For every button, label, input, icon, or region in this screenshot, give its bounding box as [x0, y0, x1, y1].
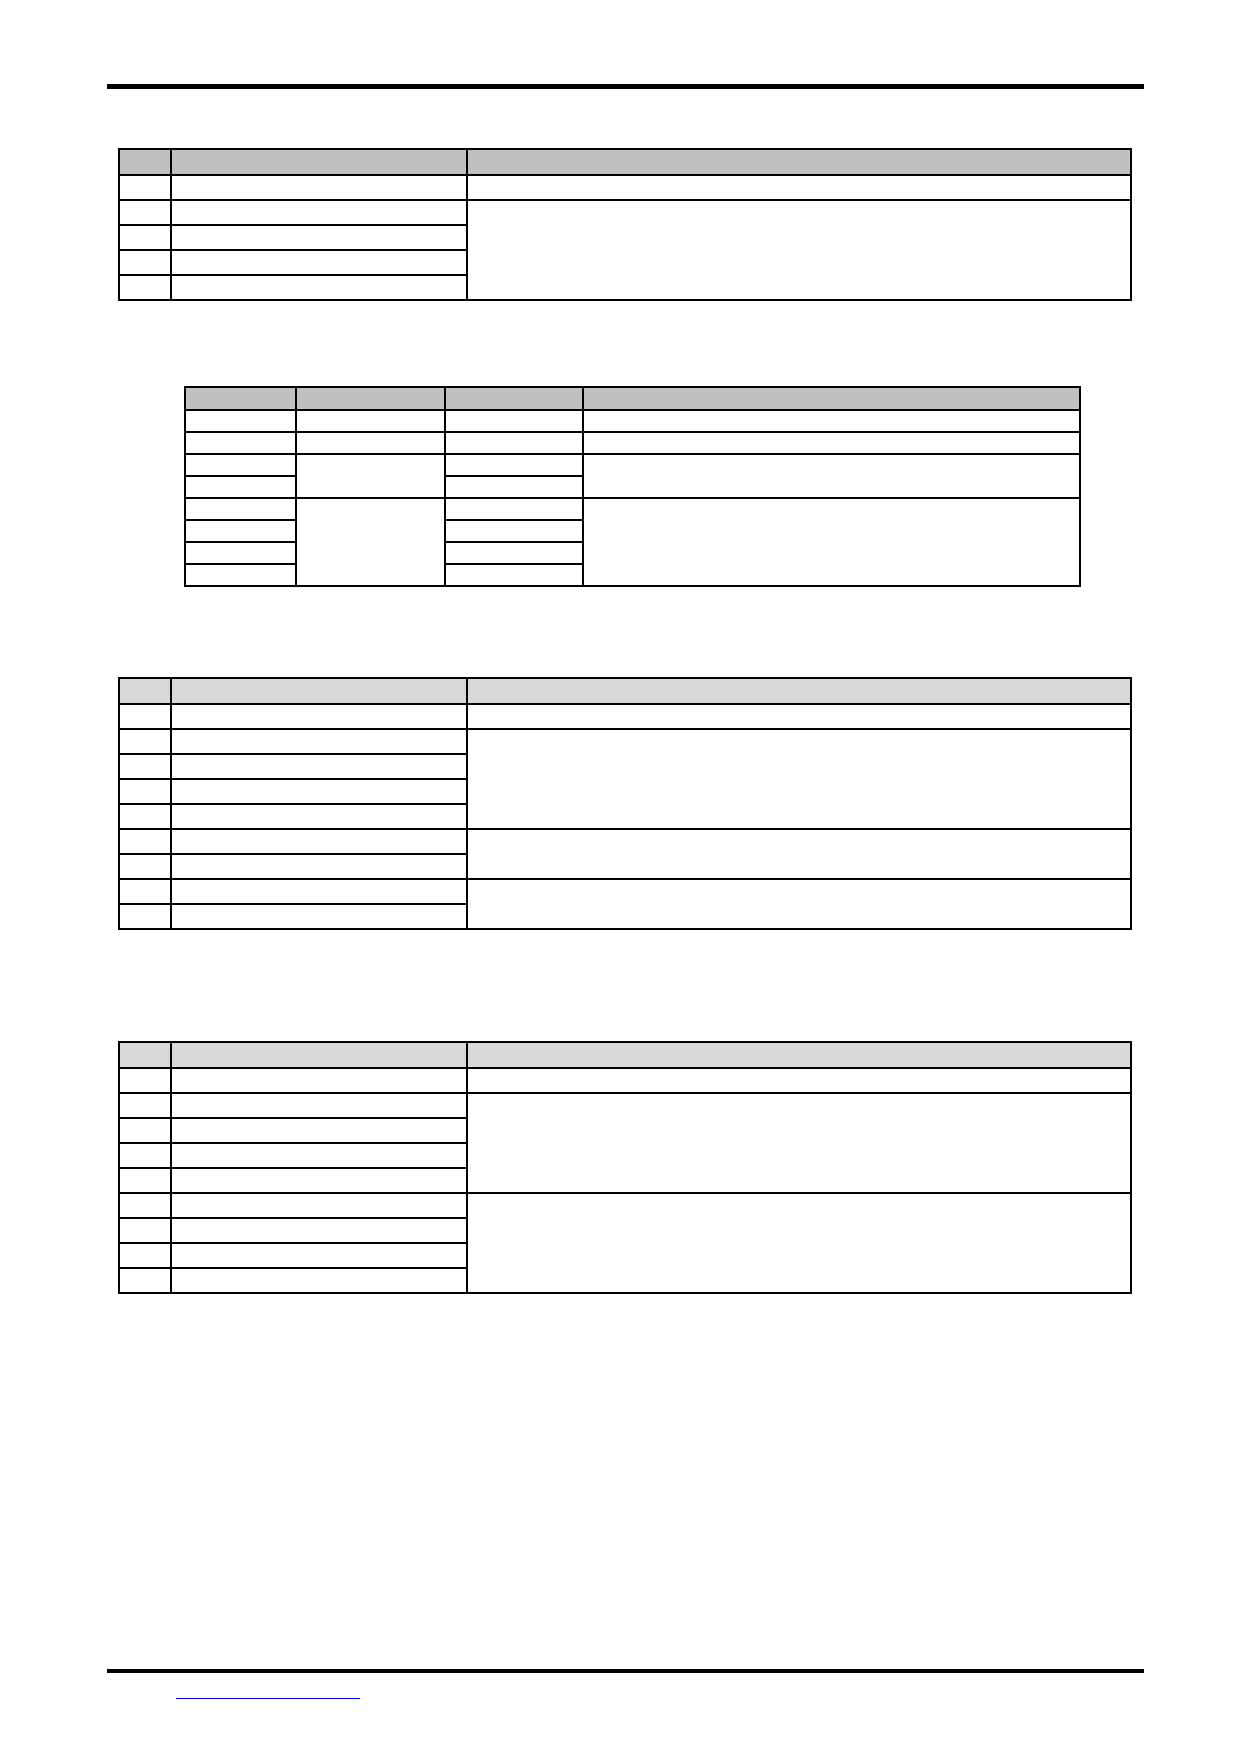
- table-cell: [171, 1168, 467, 1193]
- merged-cell: [467, 200, 1131, 300]
- table-cell: [171, 729, 467, 754]
- table-cell: [119, 1068, 171, 1093]
- table-row: [185, 454, 1080, 476]
- table-cell: [171, 779, 467, 804]
- table-row: [119, 1193, 1131, 1218]
- header-cell: [171, 678, 467, 704]
- table-cell: [171, 200, 467, 225]
- table-cell: [171, 1068, 467, 1093]
- table-cell: [296, 432, 445, 454]
- table-cell: [119, 754, 171, 779]
- table-cell: [171, 829, 467, 854]
- table-2: [184, 386, 1081, 587]
- table-cell: [171, 754, 467, 779]
- table-header-row: [119, 1042, 1131, 1068]
- table-cell: [119, 829, 171, 854]
- table-3: [118, 677, 1132, 930]
- table-cell: [119, 1193, 171, 1218]
- table-cell: [185, 476, 296, 498]
- table-cell: [171, 225, 467, 250]
- table-cell: [185, 564, 296, 586]
- table-cell: [171, 704, 467, 729]
- header-cell: [119, 678, 171, 704]
- header-cell: [296, 387, 445, 410]
- merged-cell: [583, 498, 1080, 586]
- table-row: [185, 410, 1080, 432]
- table-cell: [171, 1268, 467, 1293]
- table-cell: [171, 1193, 467, 1218]
- table-cell: [119, 904, 171, 929]
- table-cell: [185, 520, 296, 542]
- table-cell: [583, 432, 1080, 454]
- table-cell: [445, 564, 583, 586]
- table-cell: [445, 542, 583, 564]
- table-cell: [185, 542, 296, 564]
- table-cell: [467, 1068, 1131, 1093]
- header-cell: [583, 387, 1080, 410]
- header-cell: [185, 387, 296, 410]
- table-cell: [185, 498, 296, 520]
- table-cell: [445, 520, 583, 542]
- table-row: [119, 729, 1131, 754]
- table-cell: [445, 410, 583, 432]
- merged-cell: [467, 829, 1131, 879]
- table-cell: [467, 704, 1131, 729]
- header-cell: [467, 678, 1131, 704]
- table-row: [185, 432, 1080, 454]
- table-row: [119, 1093, 1131, 1118]
- table-cell: [119, 1218, 171, 1243]
- table-cell: [119, 175, 171, 200]
- table-cell: [171, 1118, 467, 1143]
- header-cell: [171, 1042, 467, 1068]
- table-cell: [171, 1218, 467, 1243]
- table-cell: [119, 779, 171, 804]
- table-row: [119, 704, 1131, 729]
- header-cell: [171, 149, 467, 175]
- table-row: [185, 498, 1080, 520]
- table-cell: [119, 1093, 171, 1118]
- table-header-row: [185, 387, 1080, 410]
- table-header-row: [119, 149, 1131, 175]
- table-cell: [119, 1118, 171, 1143]
- table-cell: [119, 879, 171, 904]
- table-1: [118, 148, 1132, 301]
- table-cell: [119, 704, 171, 729]
- footer-rule: [107, 1669, 1144, 1673]
- merged-cell: [296, 498, 445, 586]
- table-header-row: [119, 678, 1131, 704]
- table-cell: [171, 250, 467, 275]
- header-cell: [445, 387, 583, 410]
- table-4: [118, 1041, 1132, 1294]
- table-cell: [171, 175, 467, 200]
- table-cell: [171, 879, 467, 904]
- table-cell: [119, 729, 171, 754]
- table-cell: [171, 904, 467, 929]
- table-cell: [583, 410, 1080, 432]
- table-cell: [296, 410, 445, 432]
- table-cell: [171, 275, 467, 300]
- merged-cell: [296, 454, 445, 498]
- table-cell: [467, 175, 1131, 200]
- table-cell: [445, 432, 583, 454]
- table-cell: [119, 1243, 171, 1268]
- table-cell: [185, 410, 296, 432]
- table-cell: [119, 804, 171, 829]
- table-cell: [171, 1093, 467, 1118]
- table-cell: [185, 432, 296, 454]
- table-cell: [119, 250, 171, 275]
- table-cell: [119, 1143, 171, 1168]
- table-cell: [171, 1243, 467, 1268]
- header-cell: [467, 149, 1131, 175]
- header-cell: [467, 1042, 1131, 1068]
- table-row: [119, 829, 1131, 854]
- merged-cell: [467, 1193, 1131, 1293]
- table-cell: [119, 1168, 171, 1193]
- table-row: [119, 879, 1131, 904]
- table-cell: [171, 854, 467, 879]
- merged-cell: [583, 454, 1080, 498]
- table-cell: [119, 854, 171, 879]
- footer-link[interactable]: [176, 1680, 360, 1699]
- table-row: [119, 1068, 1131, 1093]
- header-rule: [107, 84, 1144, 89]
- table-cell: [119, 200, 171, 225]
- header-cell: [119, 149, 171, 175]
- merged-cell: [467, 879, 1131, 929]
- merged-cell: [467, 1093, 1131, 1193]
- table-cell: [445, 498, 583, 520]
- table-row: [119, 175, 1131, 200]
- table-cell: [119, 1268, 171, 1293]
- table-cell: [185, 454, 296, 476]
- header-cell: [119, 1042, 171, 1068]
- table-row: [119, 200, 1131, 225]
- table-cell: [119, 275, 171, 300]
- table-cell: [445, 454, 583, 476]
- merged-cell: [467, 729, 1131, 829]
- table-cell: [119, 225, 171, 250]
- table-cell: [445, 476, 583, 498]
- table-cell: [171, 1143, 467, 1168]
- table-cell: [171, 804, 467, 829]
